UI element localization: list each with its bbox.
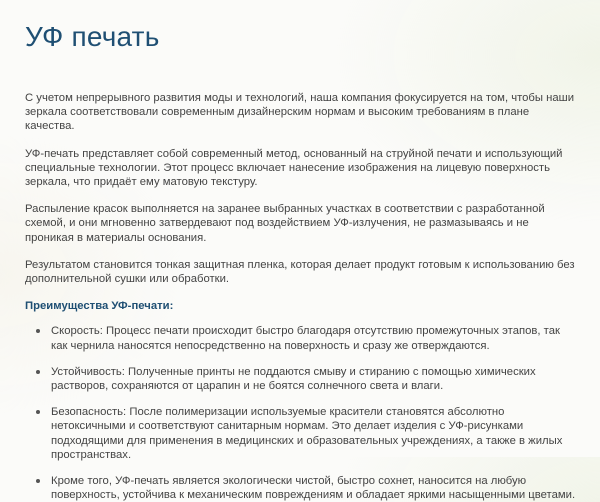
bullet-icon: [36, 329, 40, 333]
intro-paragraph: С учетом непрерывного развития моды и технологий, наша компания фокусируется на том, чтобы наши зеркала соответствовали современным дизайнерским нормам и высоким требованиям в плане качества.: [25, 92, 575, 133]
advantages-heading: Преимущества УФ-печати:: [25, 300, 174, 313]
bullet-icon: [36, 370, 40, 374]
advantage-text: Скорость: Процесс печати происходит быстро благодаря отсутствию промежуточных этапов, так как чернила наносятся непосредственно на поверхность и сразу же отверждаются.: [51, 325, 560, 352]
result-paragraph: Результатом становится тонкая защитная пленка, которая делает продукт готовым к использованию без дополнительной сушки или обработки.: [25, 258, 575, 286]
uv-definition-paragraph: УФ-печать представляет собой современный метод, основанный на струйной печати и использующий специальные технологии. Этот процесс включает нанесение изображения на лицевую поверхность зеркала, что придаёт ему матовую текстуру.: [25, 147, 563, 189]
advantage-item-durability: [36, 365, 576, 393]
advantage-text: Кроме того, УФ-печать является экологически чистой, быстро сохнет, наносится на любую поверхность, устойчива к механическим повреждениям и обладает яркими насыщенными цветами.: [51, 475, 576, 502]
advantage-item-speed: [36, 324, 576, 352]
spraying-paragraph: Распыление красок выполняется на заранее выбранных участках в соответствии с разработанной схемой, и они мгновенно затвердевают под воздействием УФ-излучения, не размазываясь и не проникая в материалы основания.: [25, 203, 545, 244]
advantage-item-ecology: [36, 474, 576, 502]
page-title: УФ печать: [25, 21, 160, 52]
advantage-text: Устойчивость: Полученные принты не поддаются смыву и стиранию с помощью химических растворов, сохраняются от царапин и не боятся солнечного света и влаги.: [51, 365, 536, 393]
advantage-item-safety: [36, 405, 576, 462]
bullet-icon: [36, 410, 40, 414]
bullet-icon: [36, 479, 40, 483]
advantage-text: Безопасность: После полимеризации используемые красители становятся абсолютно нетоксичными и соответствуют санитарным нормам. Это делает изделия с УФ-рисунками подходящими для применения в медицинских и образовательных учреждениях, а также в жилых пространствах.: [51, 406, 563, 461]
advantages-list: [25, 324, 576, 502]
